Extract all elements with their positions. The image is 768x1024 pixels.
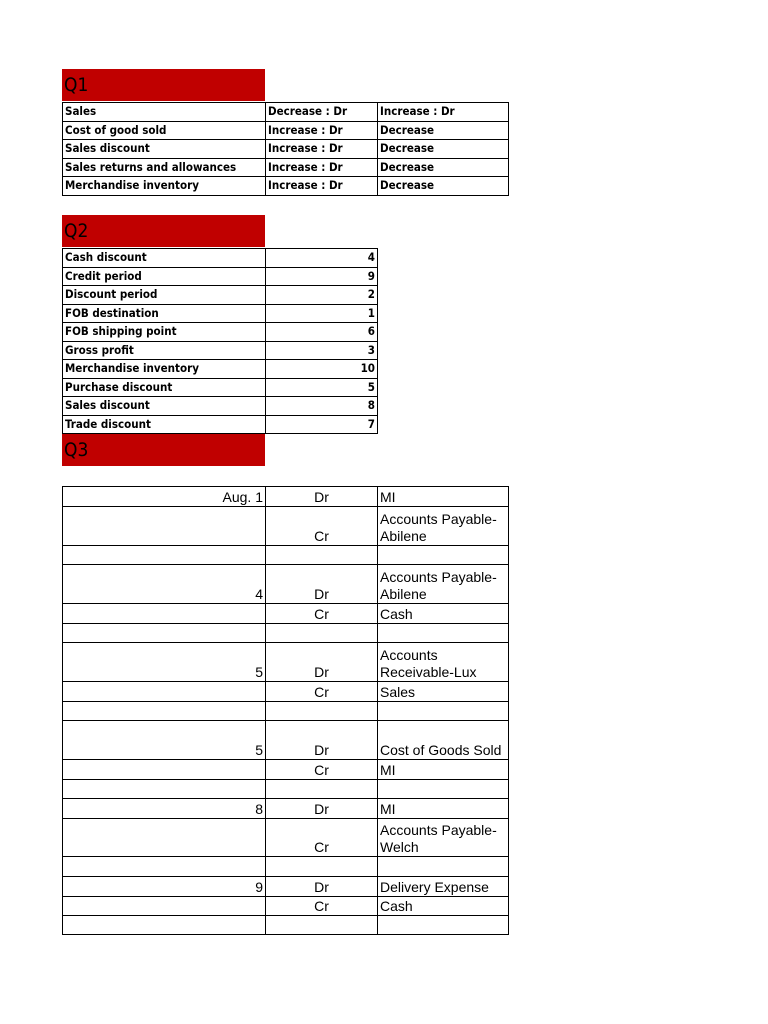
table-row [63, 341, 378, 360]
dr-cr-cell: Cr [266, 819, 378, 857]
q1-table [62, 102, 509, 196]
dr-cr-cell: Dr [266, 565, 378, 604]
effect-cell: Decrease [378, 140, 509, 159]
account-cell: Merchandise inventory [63, 177, 266, 196]
date-cell [63, 916, 266, 935]
date-cell [63, 624, 266, 643]
table-row [63, 857, 509, 877]
account-cell [378, 857, 509, 877]
date-cell [63, 819, 266, 857]
date-cell: 8 [63, 799, 266, 819]
account-cell: Sales discount [63, 140, 266, 159]
term-cell: FOB shipping point [63, 323, 266, 342]
account-cell: Accounts Receivable-Lux [378, 643, 509, 682]
value-cell: 4 [266, 249, 378, 268]
date-cell [63, 682, 266, 702]
account-cell: MI [378, 487, 509, 507]
term-cell: Discount period [63, 286, 266, 305]
table-row [63, 916, 509, 935]
account-cell: MI [378, 799, 509, 819]
table-row [63, 397, 378, 416]
table-row [63, 604, 509, 624]
q2-heading: Q2 [62, 215, 265, 247]
normal-balance-cell: Increase : Dr [266, 158, 378, 177]
dr-cr-cell: Dr [266, 487, 378, 507]
dr-cr-cell: Cr [266, 507, 378, 546]
table-row [63, 140, 509, 159]
date-cell: 9 [63, 877, 266, 897]
table-row [63, 507, 509, 546]
account-cell: Cost of good sold [63, 121, 266, 140]
dr-cr-cell [266, 780, 378, 799]
table-row [63, 682, 509, 702]
dr-cr-cell [266, 624, 378, 643]
value-cell: 2 [266, 286, 378, 305]
account-cell [378, 780, 509, 799]
date-cell [63, 507, 266, 546]
value-cell: 9 [266, 267, 378, 286]
dr-cr-cell [266, 857, 378, 877]
account-cell: Cost of Goods Sold [378, 721, 509, 760]
table-row [63, 721, 509, 760]
table-row [63, 177, 509, 196]
date-cell [63, 780, 266, 799]
table-row [63, 487, 509, 507]
account-cell: Cash [378, 604, 509, 624]
table-row [63, 897, 509, 916]
q3-heading: Q3 [62, 434, 265, 466]
table-row [63, 378, 378, 397]
table-row [63, 249, 378, 268]
date-cell [63, 857, 266, 877]
dr-cr-cell: Cr [266, 604, 378, 624]
table-row [63, 286, 378, 305]
account-cell [378, 916, 509, 935]
effect-cell: Decrease [378, 158, 509, 177]
table-row [63, 323, 378, 342]
table-row [63, 819, 509, 857]
term-cell: Purchase discount [63, 378, 266, 397]
value-cell: 7 [266, 415, 378, 434]
q2-table [62, 248, 378, 434]
term-cell: Sales discount [63, 397, 266, 416]
table-row [63, 267, 378, 286]
date-cell: 5 [63, 643, 266, 682]
dr-cr-cell [266, 916, 378, 935]
table-row [63, 799, 509, 819]
table-row [63, 304, 378, 323]
date-cell: 5 [63, 721, 266, 760]
account-cell: Accounts Payable-Welch [378, 819, 509, 857]
date-cell [63, 604, 266, 624]
table-row [63, 643, 509, 682]
account-cell: Delivery Expense [378, 877, 509, 897]
normal-balance-cell: Decrease : Dr [266, 103, 378, 122]
table-row [63, 415, 378, 434]
account-cell: Sales [63, 103, 266, 122]
effect-cell: Decrease [378, 121, 509, 140]
normal-balance-cell: Increase : Dr [266, 177, 378, 196]
term-cell: Trade discount [63, 415, 266, 434]
normal-balance-cell: Increase : Dr [266, 140, 378, 159]
account-cell: Sales returns and allowances [63, 158, 266, 177]
table-row [63, 360, 378, 379]
dr-cr-cell: Dr [266, 721, 378, 760]
dr-cr-cell: Dr [266, 877, 378, 897]
date-cell [63, 760, 266, 780]
dr-cr-cell: Cr [266, 760, 378, 780]
account-cell: Accounts Payable-Abilene [378, 507, 509, 546]
date-cell: 4 [63, 565, 266, 604]
date-cell [63, 702, 266, 721]
dr-cr-cell: Dr [266, 643, 378, 682]
account-cell: MI [378, 760, 509, 780]
account-cell: Accounts Payable-Abilene [378, 565, 509, 604]
dr-cr-cell: Cr [266, 682, 378, 702]
term-cell: Gross profit [63, 341, 266, 360]
date-cell: Aug. 1 [63, 487, 266, 507]
term-cell: Credit period [63, 267, 266, 286]
date-cell [63, 897, 266, 916]
date-cell [63, 546, 266, 565]
effect-cell: Increase : Dr [378, 103, 509, 122]
dr-cr-cell: Cr [266, 897, 378, 916]
normal-balance-cell: Increase : Dr [266, 121, 378, 140]
table-row [63, 565, 509, 604]
dr-cr-cell [266, 546, 378, 565]
effect-cell: Decrease [378, 177, 509, 196]
table-row [63, 780, 509, 799]
term-cell: Cash discount [63, 249, 266, 268]
value-cell: 8 [266, 397, 378, 416]
term-cell: Merchandise inventory [63, 360, 266, 379]
table-row [63, 546, 509, 565]
table-row [63, 877, 509, 897]
value-cell: 1 [266, 304, 378, 323]
account-cell [378, 702, 509, 721]
value-cell: 3 [266, 341, 378, 360]
table-row [63, 158, 509, 177]
table-row [63, 760, 509, 780]
table-row [63, 103, 509, 122]
dr-cr-cell: Dr [266, 799, 378, 819]
q1-heading: Q1 [62, 69, 265, 101]
value-cell: 5 [266, 378, 378, 397]
account-cell [378, 546, 509, 565]
table-row [63, 121, 509, 140]
value-cell: 6 [266, 323, 378, 342]
account-cell [378, 624, 509, 643]
table-row [63, 702, 509, 721]
dr-cr-cell [266, 702, 378, 721]
account-cell: Sales [378, 682, 509, 702]
value-cell: 10 [266, 360, 378, 379]
account-cell: Cash [378, 897, 509, 916]
q3-journal-table [62, 486, 509, 935]
table-row [63, 624, 509, 643]
term-cell: FOB destination [63, 304, 266, 323]
